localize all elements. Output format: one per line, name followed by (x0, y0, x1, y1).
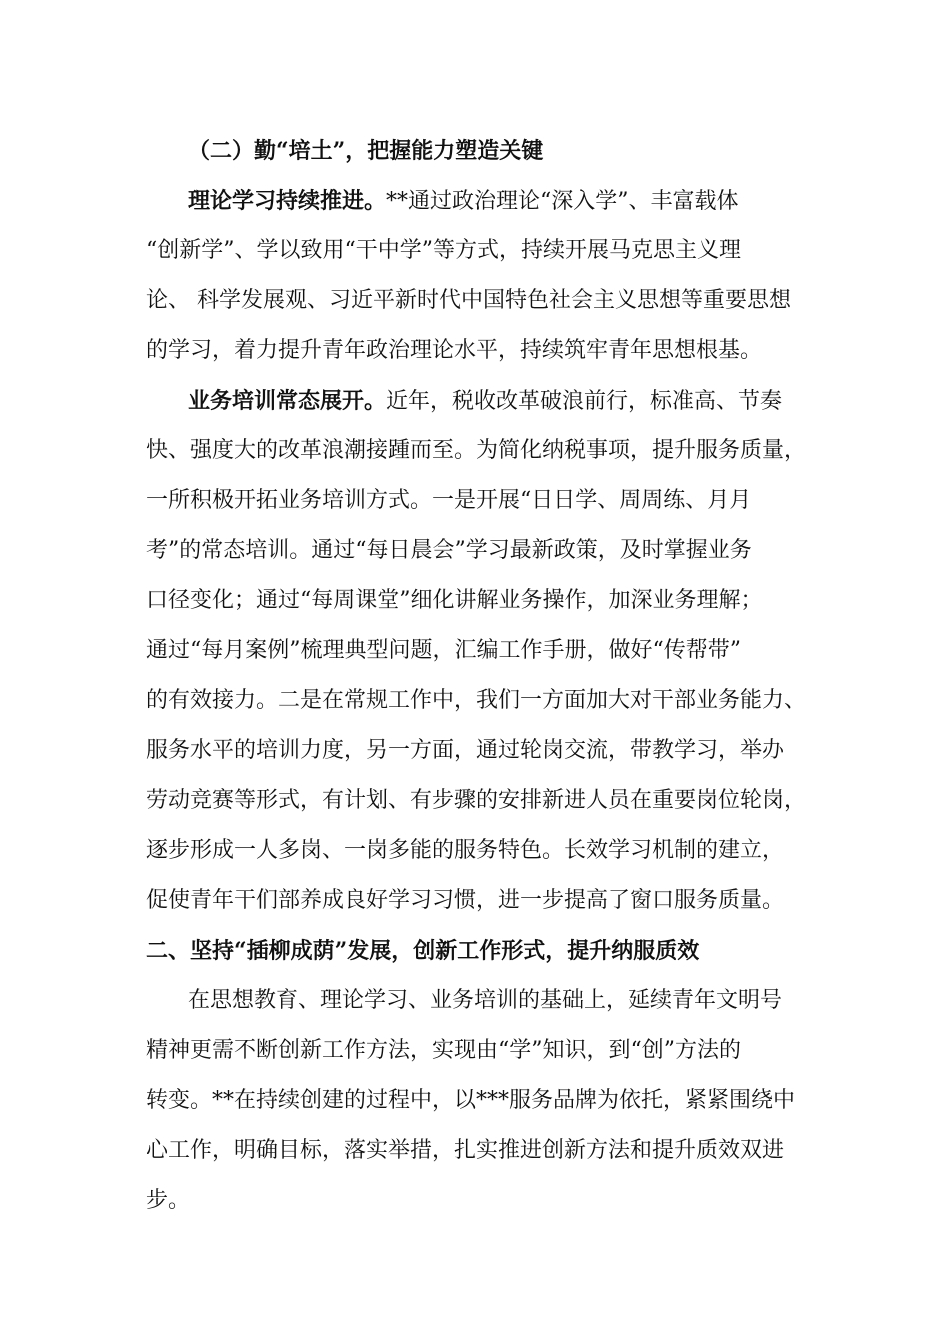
paragraph-line: 的有效接力。二是在常规工作中，我们一方面加大对干部业务能力、 (146, 688, 807, 713)
paragraph-line: 快、强度大的改革浪潮接踵而至。为简化纳税事项，提升服务质量， (146, 438, 807, 463)
paragraph-line: “创新学”、学以致用“干中学”等方式，持续开展马克思主义理 (146, 238, 741, 263)
section-heading: 二、坚持“插柳成荫”发展，创新工作形式，提升纳服质效 (146, 938, 700, 964)
paragraph-line: 一所积极开拓业务培训方式。一是开展“日日学、周周练、月月 (146, 488, 752, 513)
paragraph-line: 转变。**在持续创建的过程中，以***服务品牌为依托，紧紧围绕中 (146, 1088, 796, 1113)
section-heading: （二）勤“培土”，把握能力塑造关键 (188, 138, 544, 164)
paragraph-line: 的学习，着力提升青年政治理论水平，持续筑牢青年思想根基。 (146, 338, 763, 363)
paragraph-lead: 业务培训常态展开。 (188, 388, 387, 414)
paragraph-line: 心工作，明确目标，落实举措，扎实推进创新方法和提升质效双进 (146, 1138, 785, 1163)
paragraph-line: 促使青年干们部养成良好学习习惯，进一步提高了窗口服务质量。 (146, 888, 785, 913)
paragraph-lead: 理论学习持续推进。 (188, 188, 387, 214)
paragraph-line: 论、 科学发展观、习近平新时代中国特色社会主义思想等重要思想 (146, 288, 791, 313)
paragraph-line: 口径变化；通过“每周课堂”细化讲解业务操作，加深业务理解； (146, 588, 763, 613)
paragraph-line (188, 386, 782, 417)
paragraph-line: 通过“每月案例”梳理典型问题，汇编工作手册，做好“传帮带” (146, 638, 741, 663)
paragraph-line: 逐步形成一人多岗、一岗多能的服务特色。长效学习机制的建立， (146, 838, 785, 863)
paragraph-line: 服务水平的培训力度，另一方面，通过轮岗交流，带教学习，举办 (146, 738, 785, 763)
paragraph-line: 精神更需不断创新工作方法，实现由“学”知识，到“创”方法的 (146, 1038, 741, 1063)
paragraph-line: 在思想教育、理论学习、业务培训的基础上，延续青年文明号 (188, 988, 783, 1013)
paragraph-line: 考”的常态培训。通过“每日晨会”学习最新政策，及时掌握业务 (146, 538, 752, 563)
paragraph-line: 劳动竞赛等形式，有计划、有步骤的安排新进人员在重要岗位轮岗， (146, 788, 807, 813)
paragraph-line (188, 186, 739, 217)
paragraph-text: **通过政治理论“深入学”、丰富载体 (386, 189, 739, 214)
paragraph-line: 步。 (146, 1188, 191, 1213)
paragraph-text: 近年，税收改革破浪前行，标准高、节奏 (386, 389, 783, 414)
